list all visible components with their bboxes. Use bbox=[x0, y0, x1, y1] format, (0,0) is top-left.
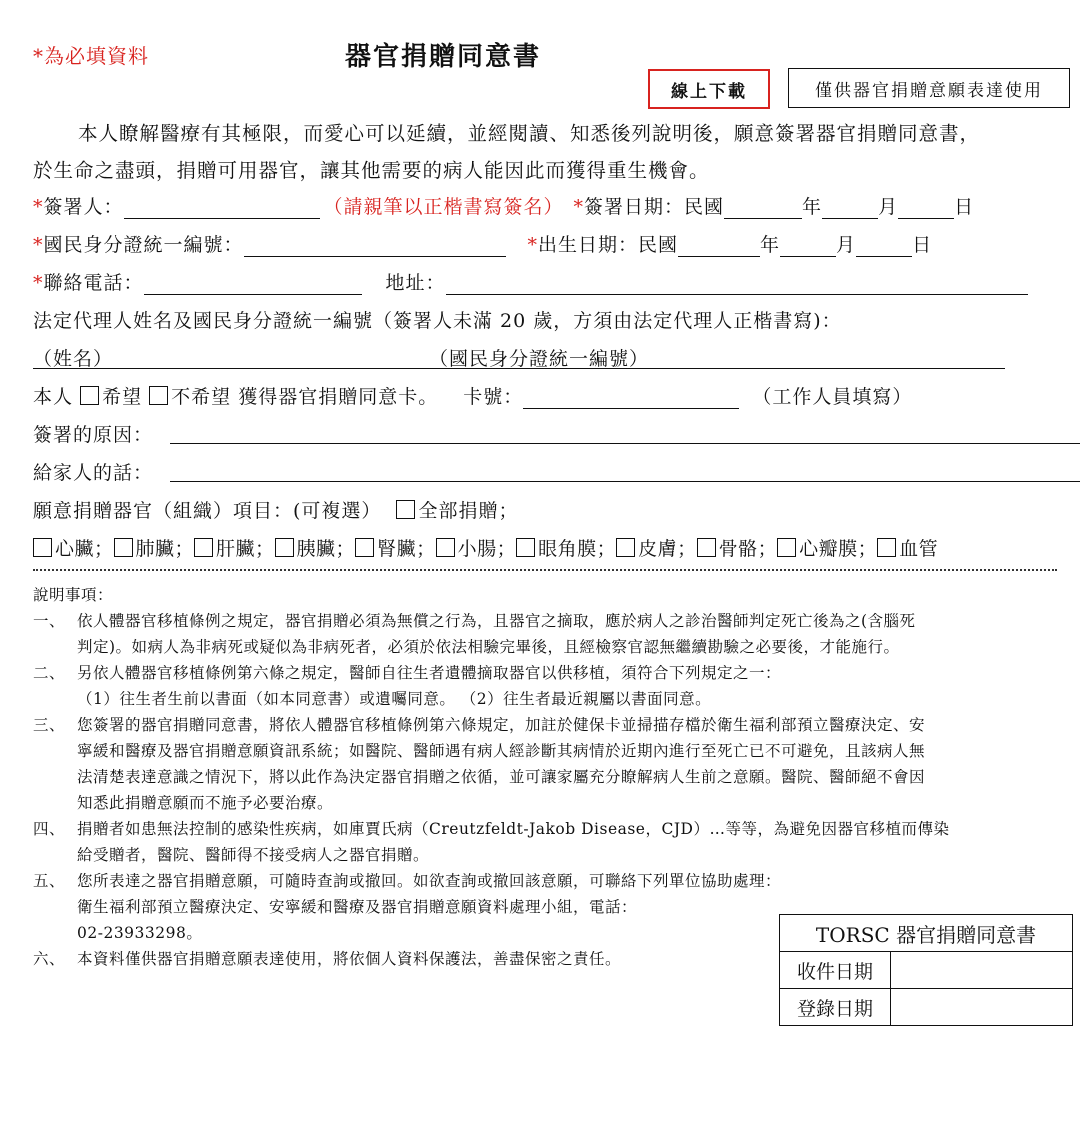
organ-label: 皮膚； bbox=[638, 538, 697, 560]
torsc-box bbox=[779, 914, 1073, 1026]
note-number: 四、 bbox=[33, 820, 66, 838]
checkbox-box[interactable] bbox=[355, 538, 374, 557]
day-label: 日 bbox=[954, 196, 975, 218]
guardian-label: 法定代理人姓名及國民身分證統一編號（簽署人未滿 20 歲，方須由法定代理人正楷書寫)： bbox=[33, 310, 842, 332]
phone-row bbox=[33, 268, 1028, 295]
torsc-title: TORSC 器官捐贈同意書 bbox=[780, 915, 1073, 952]
received-date-label: 收件日期 bbox=[780, 952, 891, 989]
checkbox-box[interactable] bbox=[149, 386, 168, 405]
organ-label: 胰臟； bbox=[296, 538, 356, 560]
organ-label: 心瓣膜； bbox=[799, 538, 878, 560]
organ-label: 腎臟； bbox=[377, 538, 436, 560]
note-number: 三、 bbox=[33, 716, 66, 734]
card-no-field[interactable] bbox=[523, 390, 739, 409]
sign-date-year-field[interactable] bbox=[724, 200, 802, 219]
birth-year-field[interactable] bbox=[678, 238, 760, 257]
checkbox-box[interactable] bbox=[275, 538, 294, 557]
family-field[interactable] bbox=[170, 481, 1080, 482]
checkbox-box[interactable] bbox=[616, 538, 635, 557]
note-text bbox=[77, 946, 621, 972]
intro-line-1: 本人瞭解醫療有其極限，而愛心可以延續，並經閱讀、知悉後列說明後，願意簽署器官捐贈同意書， bbox=[78, 122, 981, 145]
checkbox-box[interactable] bbox=[33, 538, 52, 557]
note-number: 二、 bbox=[33, 664, 66, 682]
guardian-id-label: （國民身分證統一編號） bbox=[429, 348, 650, 370]
card-want-checkbox[interactable] bbox=[80, 386, 142, 408]
note-line: 寧緩和醫療及器官捐贈意願資訊系統；如醫院、醫師遇有病人經診斷其病情於近期內進行至死亡已不可避免，且該病人無 bbox=[77, 742, 926, 760]
organ-label: 小腸； bbox=[457, 538, 517, 560]
note-number: 一、 bbox=[33, 612, 66, 630]
organ-checkbox[interactable] bbox=[616, 538, 697, 560]
organ-checkbox[interactable] bbox=[516, 538, 616, 560]
page-title: 器官捐贈同意書 bbox=[345, 42, 542, 72]
note-text bbox=[77, 608, 916, 660]
divider bbox=[33, 569, 1057, 571]
note-line: 您所表達之器官捐贈意願，可隨時查詢或撤回。如欲查詢或撤回該意願，可聯絡下列單位協助處理： bbox=[77, 872, 782, 890]
card-suffix: 獲得器官捐贈同意卡。 bbox=[238, 386, 439, 408]
birth-month-field[interactable] bbox=[780, 238, 836, 257]
note-line: 判定)。如病人為非病死或疑似為非病死者，必須於依法相驗完畢後，且經檢察官認無繼續勘驗之必要後，才能施行。 bbox=[77, 638, 900, 656]
sign-date-month-field[interactable] bbox=[822, 200, 878, 219]
note-item bbox=[33, 660, 950, 712]
checkbox-box[interactable] bbox=[516, 538, 535, 557]
all-organs-label: 全部捐贈； bbox=[418, 500, 519, 522]
checkbox-box[interactable] bbox=[697, 538, 716, 557]
organ-list bbox=[33, 534, 938, 561]
usage-note: 僅供器官捐贈意願表達使用 bbox=[788, 68, 1070, 108]
birth-day-field[interactable] bbox=[856, 238, 912, 257]
organ-checkbox[interactable] bbox=[114, 538, 195, 560]
checkbox-box[interactable] bbox=[80, 386, 99, 405]
checkbox-box[interactable] bbox=[194, 538, 213, 557]
card-not-want-checkbox[interactable] bbox=[149, 386, 231, 408]
note-text bbox=[77, 660, 781, 712]
signer-field[interactable] bbox=[124, 200, 320, 219]
all-organs-checkbox[interactable] bbox=[396, 500, 518, 522]
card-not-want-label: 不希望 bbox=[171, 386, 232, 408]
note-line: 02-23933298。 bbox=[77, 924, 203, 942]
download-button[interactable]: 線上下載 bbox=[648, 69, 770, 109]
id-field[interactable] bbox=[244, 238, 506, 257]
note-item bbox=[33, 816, 950, 868]
organ-label: 肺臟； bbox=[135, 538, 195, 560]
sign-date-day-field[interactable] bbox=[898, 200, 954, 219]
note-text bbox=[77, 816, 950, 868]
organ-checkbox[interactable] bbox=[436, 538, 517, 560]
card-no-note: （工作人員填寫） bbox=[752, 386, 913, 408]
card-row bbox=[33, 382, 912, 409]
year-label: 年 bbox=[760, 234, 781, 256]
organs-row bbox=[33, 496, 518, 523]
organ-label: 血管 bbox=[899, 538, 939, 560]
card-no-label: 卡號： bbox=[463, 386, 524, 408]
required-asterisk: * bbox=[33, 196, 44, 218]
organ-checkbox[interactable] bbox=[33, 538, 114, 560]
registered-date-label: 登錄日期 bbox=[780, 989, 891, 1026]
required-asterisk: * bbox=[573, 196, 585, 218]
note-item bbox=[33, 608, 950, 660]
address-label: 地址： bbox=[385, 272, 446, 294]
organ-checkbox[interactable] bbox=[275, 538, 356, 560]
phone-label: 聯絡電話： bbox=[43, 272, 144, 294]
note-line: 本資料僅供器官捐贈意願表達使用，將依個人資料保護法，善盡保密之責任。 bbox=[77, 950, 622, 968]
reason-label: 簽署的原因： bbox=[33, 424, 154, 446]
note-line: 另依人體器官移植條例第六條之規定，醫師自往生者遺體摘取器官以供移植，須符合下列規定之一： bbox=[77, 664, 782, 682]
organ-label: 肝臟； bbox=[216, 538, 275, 560]
guardian-field[interactable] bbox=[33, 344, 1005, 369]
id-label: 國民身分證統一編號： bbox=[43, 234, 244, 256]
card-want-label: 希望 bbox=[102, 386, 143, 408]
note-line: 捐贈者如患無法控制的感染性疾病，如庫賈氏病（Creutzfeldt-Jakob Disease，CJD）…等等，為避免因器官移植而傳染 bbox=[77, 820, 950, 838]
note-line: 給受贈者，醫院、醫師得不接受病人之器官捐贈。 bbox=[77, 846, 430, 864]
signer-row bbox=[33, 192, 974, 219]
note-line: 依人體器官移植條例之規定，器官捐贈必須為無償之行為，且器官之摘取，應於病人之診治醫師判定死亡後為之(含腦死 bbox=[77, 612, 916, 630]
required-asterisk: * bbox=[33, 234, 44, 256]
organ-checkbox[interactable] bbox=[355, 538, 436, 560]
note-item bbox=[33, 712, 950, 816]
required-note: *為必填資料 bbox=[33, 44, 149, 68]
note-text bbox=[77, 868, 781, 946]
checkbox-box[interactable] bbox=[877, 538, 896, 557]
sign-date-label: 簽署日期：民國 bbox=[584, 196, 725, 218]
signer-label: 簽署人： bbox=[43, 196, 124, 218]
note-line: 知悉此捐贈意願而不施予必要治療。 bbox=[77, 794, 334, 812]
checkbox-box[interactable] bbox=[396, 500, 415, 519]
organ-label: 眼角膜； bbox=[538, 538, 617, 560]
organ-label: 骨骼； bbox=[718, 538, 778, 560]
organ-checkbox[interactable] bbox=[697, 538, 778, 560]
organs-label: 願意捐贈器官（組織）項目：(可複選） bbox=[33, 500, 382, 522]
checkbox-box[interactable] bbox=[114, 538, 133, 557]
reason-field[interactable] bbox=[170, 443, 1080, 444]
checkbox-box[interactable] bbox=[436, 538, 455, 557]
day-label: 日 bbox=[912, 234, 933, 256]
note-line: 法清楚表達意識之情況下，將以此作為決定器官捐贈之依循，並可讓家屬充分瞭解病人生前之意願。醫院、醫師絕不會因 bbox=[77, 768, 926, 786]
phone-field[interactable] bbox=[144, 276, 362, 295]
organ-checkbox[interactable] bbox=[777, 538, 877, 560]
registered-date-field[interactable] bbox=[891, 989, 1073, 1026]
note-line: 衛生福利部預立醫療決定、安寧緩和醫療及器官捐贈意願資料處理小組，電話： bbox=[77, 898, 638, 916]
checkbox-box[interactable] bbox=[777, 538, 796, 557]
intro-line-2: 於生命之盡頭，捐贈可用器官，讓其他需要的病人能因此而獲得重生機會。 bbox=[33, 159, 710, 182]
note-number: 六、 bbox=[33, 950, 66, 968]
signer-hint: （請親筆以正楷書寫簽名） bbox=[323, 196, 564, 218]
received-date-field[interactable] bbox=[891, 952, 1073, 989]
birth-date-label: 出生日期：民國 bbox=[538, 234, 679, 256]
year-label: 年 bbox=[802, 196, 823, 218]
organ-checkbox[interactable] bbox=[194, 538, 275, 560]
id-row bbox=[33, 230, 932, 257]
card-prefix: 本人 bbox=[33, 386, 74, 408]
month-label: 月 bbox=[836, 234, 857, 256]
organ-label: 心臟； bbox=[55, 538, 114, 560]
note-text bbox=[77, 712, 925, 816]
family-label: 給家人的話： bbox=[33, 462, 154, 484]
required-asterisk: * bbox=[527, 234, 539, 256]
month-label: 月 bbox=[878, 196, 899, 218]
organ-checkbox[interactable] bbox=[877, 538, 938, 560]
note-number: 五、 bbox=[33, 872, 66, 890]
notes-heading: 說明事項： bbox=[33, 586, 114, 604]
required-asterisk: * bbox=[33, 272, 44, 294]
note-line: （1）往生者生前以書面（如本同意書）或遺囑同意。 （2）往生者最近親屬以書面同意。 bbox=[77, 690, 712, 708]
note-line: 您簽署的器官捐贈同意書，將依人體器官移植條例第六條規定，加註於健保卡並掃描存檔於衛生福利部預立醫療決定、安 bbox=[77, 716, 926, 734]
address-field[interactable] bbox=[446, 276, 1028, 295]
guardian-name-label: （姓名） bbox=[33, 348, 114, 370]
